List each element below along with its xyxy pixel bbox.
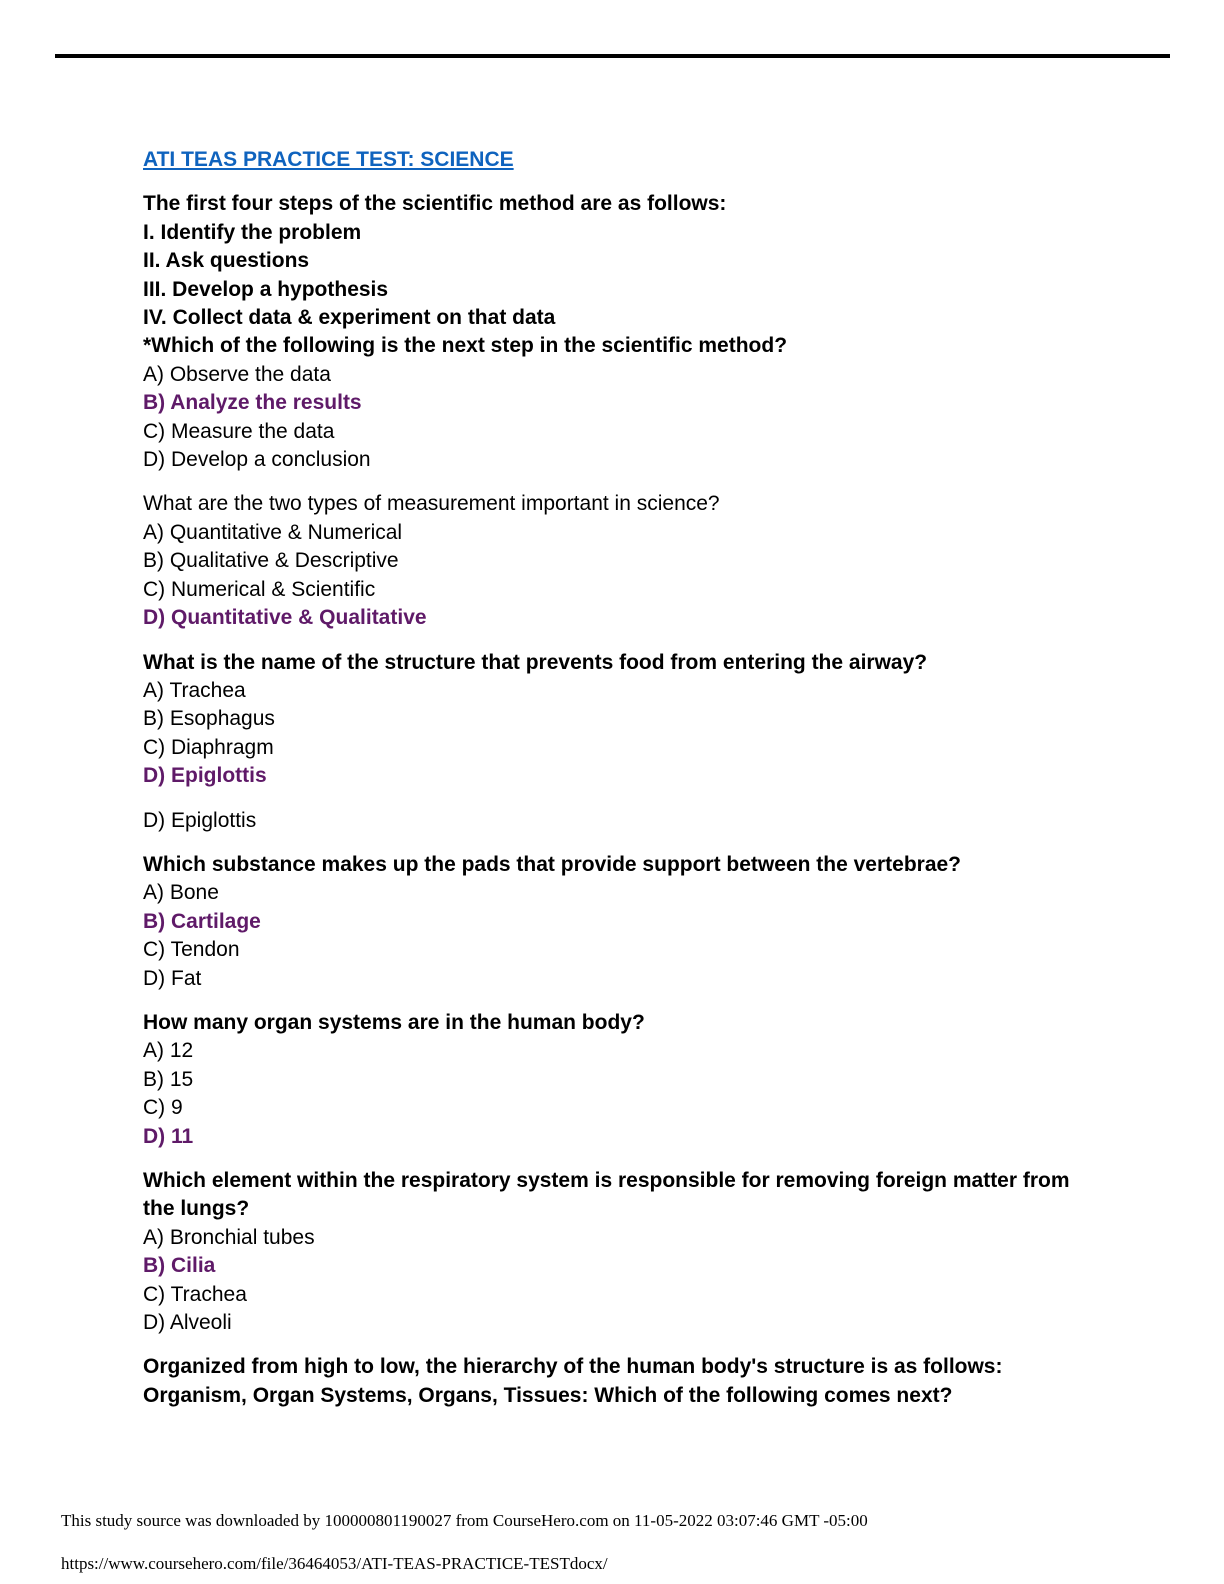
standalone-answer-epiglottis [143,807,1093,835]
question-line: II. Ask questions [143,249,310,273]
answer-line: D) Quantitative & Qualitative [143,606,427,630]
option-line: D) Epiglottis [143,808,257,832]
option-line: C) 9 [143,1096,183,1120]
question-airway-structure [143,649,1093,791]
question-respiratory-foreign-matter [143,1167,1093,1337]
question-line: The first four steps of the scientific method are as follows: [143,192,727,216]
option-line: D) Develop a conclusion [143,448,371,472]
header-rule [55,54,1170,58]
question-line: What are the two types of measurement important in science? [143,492,720,516]
question-line: I. Identify the problem [143,220,362,244]
option-line: B) 15 [143,1067,194,1091]
question-line: Which substance makes up the pads that provide support between the vertebrae? [143,852,962,876]
option-line: C) Numerical & Scientific [143,577,376,601]
question-line: Organized from high to low, the hierarchy of the human body's structure is as follows: Organism, Organ Systems, Organs, Tissues: Which of the following comes next? [143,1355,1003,1407]
question-line: *Which of the following is the next step in the scientific method? [143,334,788,358]
question-measurement-types [143,490,1093,632]
option-line: A) Bronchial tubes [143,1225,315,1249]
option-line: B) Qualitative & Descriptive [143,549,399,573]
option-line: A) 12 [143,1039,194,1063]
question-line: How many organ systems are in the human body? [143,1010,645,1034]
download-attribution: This study source was downloaded by 100000801190027 from CourseHero.com on 11-05-2022 03:07:46 GMT -05:00 [61,1511,868,1530]
answer-line: B) Cartilage [143,909,261,933]
question-line: Which element within the respiratory system is responsible for removing foreign matter from the lungs? [143,1169,1070,1221]
option-line: C) Measure the data [143,419,335,443]
option-line: D) Fat [143,966,202,990]
document-body [143,190,1093,1410]
option-line: A) Bone [143,881,219,905]
option-line: A) Trachea [143,678,246,702]
answer-line: D) 11 [143,1124,194,1148]
question-body-hierarchy [143,1353,1093,1410]
option-line: C) Tendon [143,938,240,962]
question-organ-systems-count [143,1009,1093,1151]
option-line: C) Diaphragm [143,735,274,759]
answer-line: B) Cilia [143,1254,216,1278]
source-url: https://www.coursehero.com/file/36464053/ATI-TEAS-PRACTICE-TESTdocx/ [61,1554,608,1573]
answer-line: D) Epiglottis [143,764,267,788]
option-line: C) Trachea [143,1282,247,1306]
document-content [143,146,1093,1426]
answer-line: B) Analyze the results [143,391,362,415]
question-vertebrae-pads [143,851,1093,993]
question-line: IV. Collect data & experiment on that data [143,306,556,330]
option-line: A) Observe the data [143,362,331,386]
question-line: III. Develop a hypothesis [143,277,389,301]
question-scientific-method [143,190,1093,474]
option-line: A) Quantitative & Numerical [143,520,403,544]
option-line: B) Esophagus [143,707,275,731]
question-line: What is the name of the structure that prevents food from entering the airway? [143,650,928,674]
document-title-link[interactable]: ATI TEAS PRACTICE TEST: SCIENCE [143,148,514,171]
option-line: D) Alveoli [143,1311,232,1335]
